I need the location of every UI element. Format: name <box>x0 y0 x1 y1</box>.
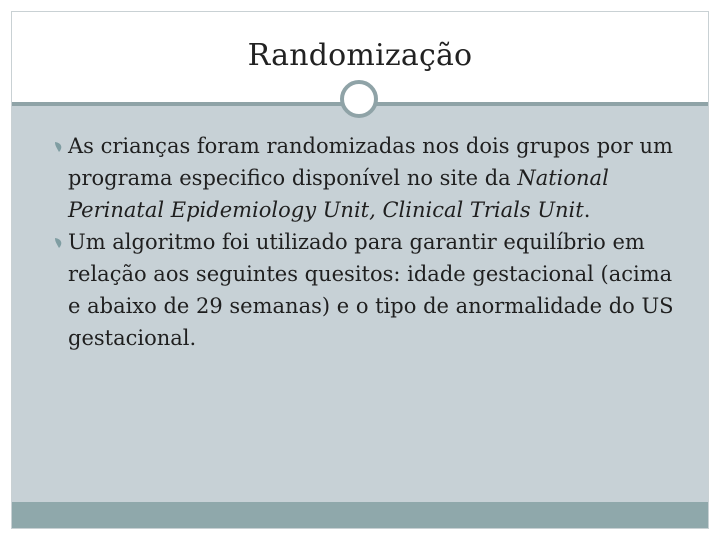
ring-ornament-icon <box>340 80 378 118</box>
bullet-1-text-end: . <box>583 198 591 222</box>
bullet-item-2 <box>44 226 684 354</box>
bullet-item-1 <box>44 130 684 226</box>
footer-bar <box>12 502 708 528</box>
bullet-1-italic-text: National Perinatal Epidemiology Unit, Clinical Trials Unit <box>68 166 609 222</box>
bullet-1-text: As crianças foram randomizadas nos dois grupos por um programa especifico disponível no site da <box>68 134 673 190</box>
ring-ornament-center <box>347 87 371 111</box>
slide <box>12 12 708 528</box>
leaf-bullet-icon <box>54 237 64 249</box>
leaf-bullet-icon <box>54 141 64 153</box>
bullet-list <box>44 130 684 354</box>
bullet-2-text: Um algoritmo foi utilizado para garantir equilíbrio em relação aos seguintes quesitos: idade gestacional (acima e abaixo de 29 semanas) e o tipo de anormalidade do US gestacional. <box>68 230 674 350</box>
slide-title: Randomização <box>247 38 473 73</box>
